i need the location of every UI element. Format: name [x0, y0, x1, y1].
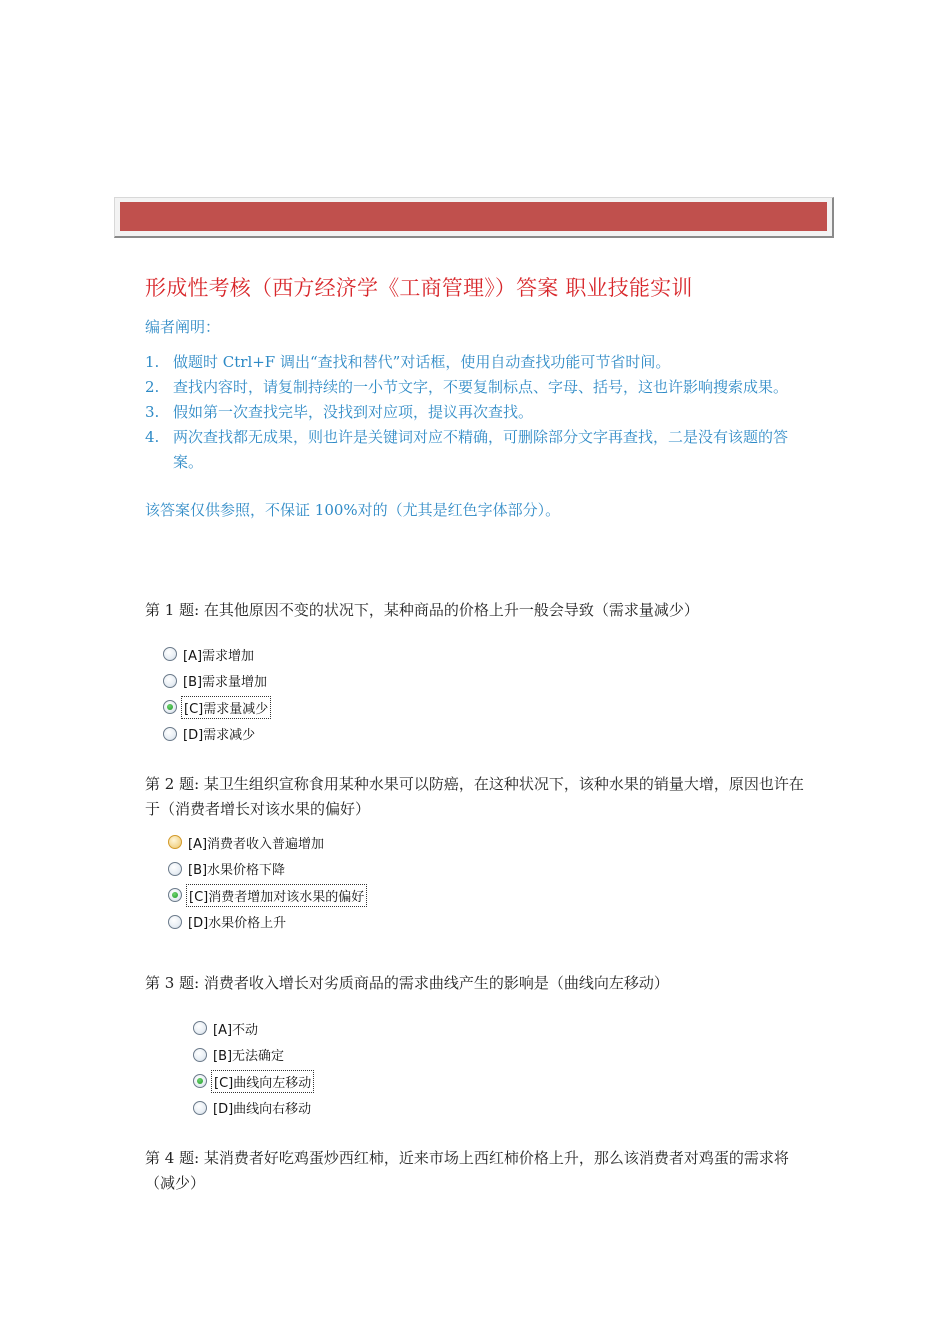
radio-button[interactable] — [193, 1021, 207, 1035]
instruction-item: 2. 查找内容时，请复制持续的一小节文字，不要复制标点、字母、括号，这也许影响搜索成果。 — [145, 378, 789, 396]
option-c[interactable]: [C]需求量减少 — [163, 694, 269, 721]
radio-button-selected[interactable] — [163, 700, 177, 714]
instruction-item: 1. 做题时 Ctrl+F 调出“查找和替代”对话框，使用自动查找功能可节省时间。 — [145, 353, 671, 371]
radio-button[interactable] — [163, 647, 177, 661]
question-3-text: 第 3 题: 消费者收入增长对劣质商品的需求曲线产生的影响是（曲线向左移动） — [145, 974, 669, 992]
question-1-options — [163, 641, 269, 747]
document-title: 形成性考核（西方经济学《工商管理》）答案 职业技能实训 — [145, 276, 693, 300]
option-a[interactable]: [A]不动 — [193, 1015, 312, 1042]
question-3-options — [193, 1015, 312, 1121]
radio-button[interactable] — [193, 1101, 207, 1115]
radio-button[interactable] — [163, 674, 177, 688]
option-a[interactable]: [A]需求增加 — [163, 641, 269, 668]
disclaimer-note: 该答案仅供参照，不保证 100%对的（尤其是红色字体部分）。 — [145, 501, 561, 519]
radio-button-selected[interactable] — [193, 1074, 207, 1088]
question-2-options — [168, 829, 365, 935]
editor-note-label: 编者阐明： — [145, 318, 221, 336]
option-c[interactable]: [C]曲线向左移动 — [193, 1068, 312, 1095]
option-b[interactable]: [B]无法确定 — [193, 1042, 312, 1069]
instruction-list — [145, 350, 805, 475]
option-a[interactable]: [A]消费者收入普遍增加 — [168, 829, 365, 856]
radio-button[interactable] — [168, 915, 182, 929]
header-banner-bar — [120, 202, 827, 231]
radio-button-hover[interactable] — [168, 835, 182, 849]
option-d[interactable]: [D]需求减少 — [163, 721, 269, 748]
question-1-text: 第 1 题: 在其他原因不变的状况下，某种商品的价格上升一般会导致（需求量减少） — [145, 601, 699, 619]
header-banner — [114, 197, 834, 238]
instruction-item: 3. 假如第一次查找完毕，没找到对应项，提议再次查找。 — [145, 403, 534, 421]
radio-button[interactable] — [168, 862, 182, 876]
radio-button[interactable] — [163, 727, 177, 741]
option-b[interactable]: [B]需求量增加 — [163, 668, 269, 695]
option-c[interactable]: [C]消费者增加对该水果的偏好 — [168, 882, 365, 909]
option-b[interactable]: [B]水果价格下降 — [168, 856, 365, 883]
question-2-text: 第 2 题: 某卫生组织宣称食用某种水果可以防癌，在这种状况下，该种水果的销量大增，原因也许在于（消费者增长对该水果的偏好） — [145, 775, 804, 818]
option-d[interactable]: [D]曲线向右移动 — [193, 1095, 312, 1122]
radio-button[interactable] — [193, 1048, 207, 1062]
question-4-text: 第 4 题: 某消费者好吃鸡蛋炒西红柿，近来市场上西红柿价格上升，那么该消费者对鸡蛋的需求将（减少） — [145, 1149, 789, 1192]
radio-button-selected[interactable] — [168, 888, 182, 902]
instruction-item: 4. 两次查找都无成果，则也许是关键词对应不精确，可删除部分文字再查找，二是没有该题的答案。 — [145, 428, 789, 471]
option-d[interactable]: [D]水果价格上升 — [168, 909, 365, 936]
